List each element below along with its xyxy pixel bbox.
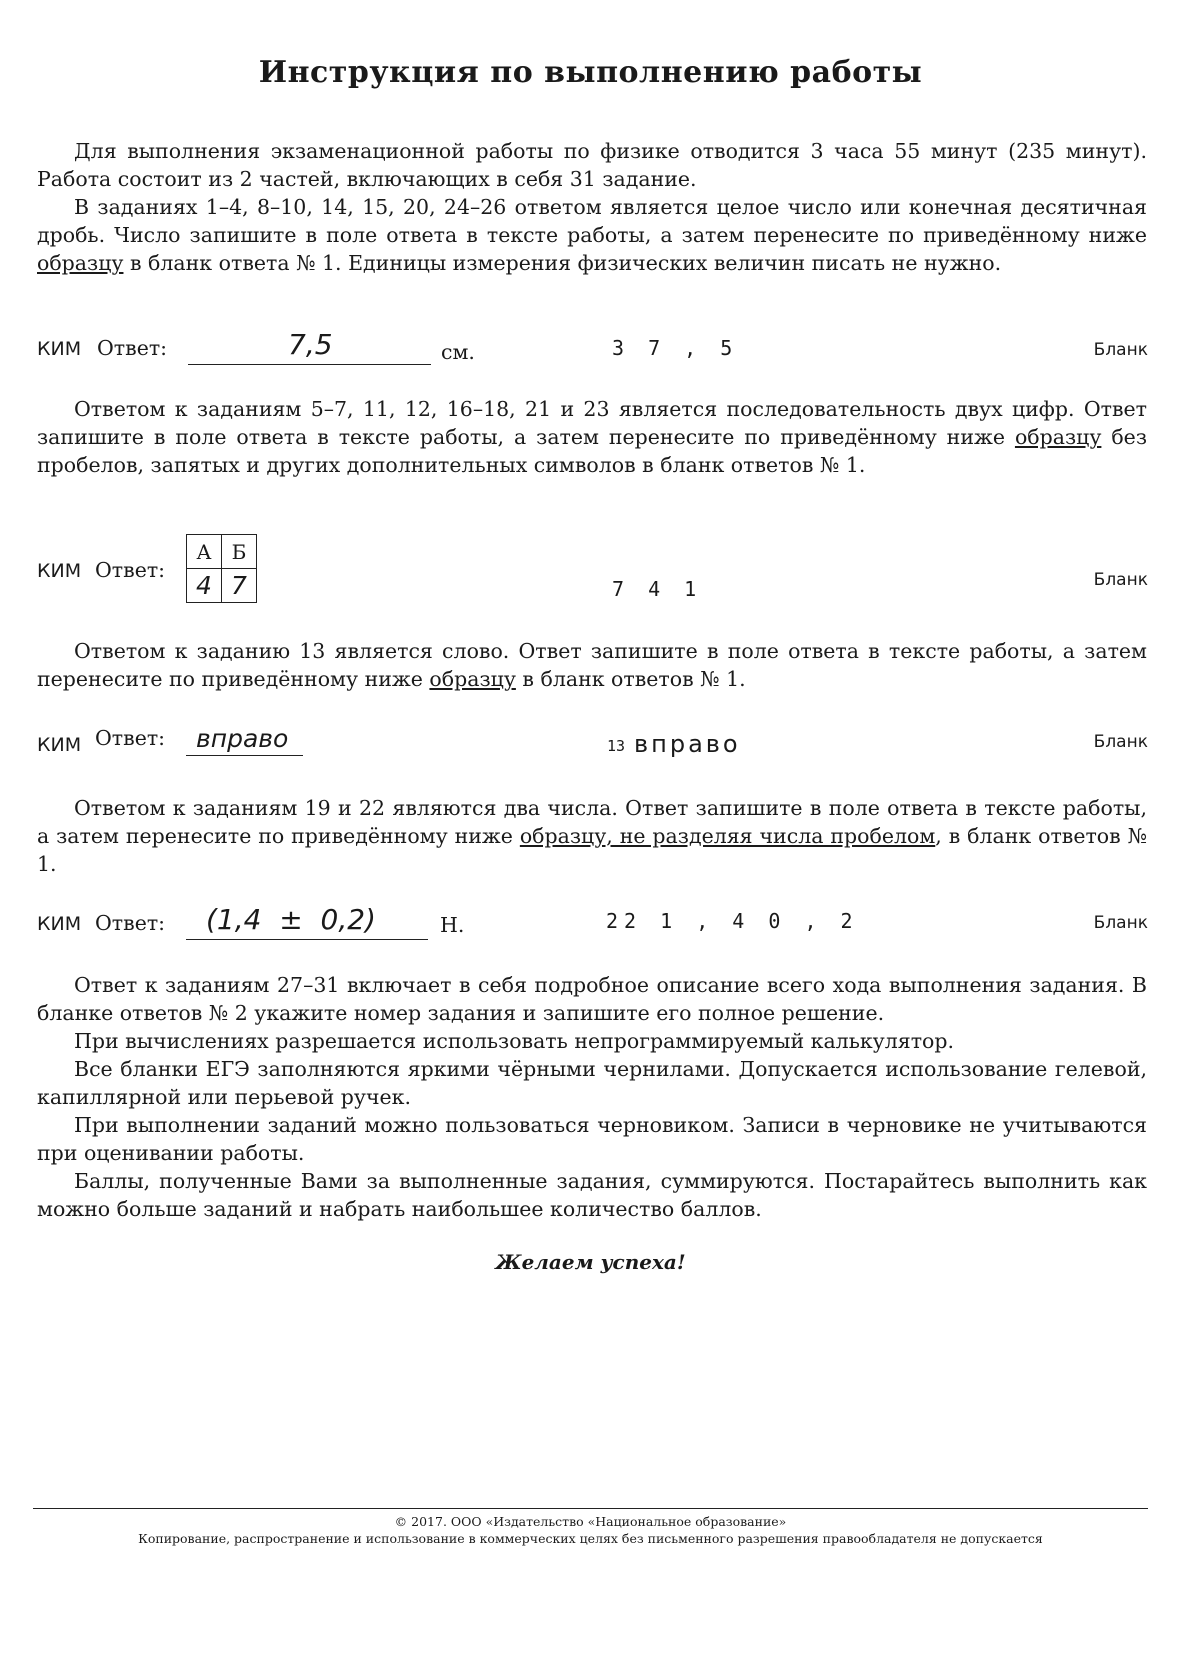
- footer-copyright: © 2017. ООО «Издательство «Национальное образование»: [394, 1514, 787, 1529]
- intro-paragraph-2: [37, 193, 1147, 277]
- closing-wish: Желаем успеха!: [495, 1250, 686, 1274]
- column-b-value: 7: [222, 569, 257, 603]
- two-numbers-paragraph: [37, 794, 1147, 878]
- seq-text-before: Ответом к заданиям 5–7, 11, 12, 16–18, 21 и 23 является последовательность двух цифр. Ответ запишите в поле ответа в тексте работы, а затем перенесите по приведённому ниже: [37, 397, 1147, 449]
- answer-handwritten-two-numbers: (1,4 ± 0,2): [206, 903, 376, 936]
- word-text-after: в бланк ответов № 1.: [522, 667, 746, 691]
- word-section: [37, 637, 1147, 693]
- example-number-row: [0, 328, 1181, 392]
- sample-link: образцу: [37, 251, 124, 275]
- blank-label: Бланк: [1093, 340, 1148, 360]
- blank-ocr-number: 3 7 , 5: [612, 336, 739, 360]
- unit-label: Н.: [440, 913, 465, 937]
- intro-2-text-after: в бланк ответа № 1. Единицы измерения физических величин писать не нужно.: [130, 251, 1002, 275]
- word-text-before: Ответом к заданию 13 является слово. Ответ запишите в поле ответа в тексте работы, а затем перенесите по приведённому ниже: [37, 639, 1147, 691]
- sample-link: образцу: [429, 667, 516, 691]
- blank-label: Бланк: [1093, 732, 1148, 752]
- column-a-header: А: [187, 535, 222, 569]
- kim-label: КИМ: [37, 560, 82, 582]
- word-paragraph: [37, 637, 1147, 693]
- final-paragraph-3: Все бланки ЕГЭ заполняются яркими чёрными чернилами. Допускается использование гелевой, капиллярной или перьевой ручек.: [37, 1057, 1147, 1109]
- intro-section: [37, 137, 1147, 277]
- sample-link: образцу, не разделяя числа пробелом: [519, 824, 936, 848]
- answer-underline: [186, 939, 428, 940]
- two-numbers-section: [37, 794, 1147, 878]
- column-a-value: 4: [187, 569, 222, 603]
- two-text-before: Ответом к заданиям 19 и 22 являются два числа. Ответ запишите в поле ответа в тексте работы, а затем перенесите по приведённому ниже: [37, 796, 1147, 848]
- sample-link: образцу: [1014, 425, 1102, 449]
- answer-label: Ответ:: [95, 911, 166, 935]
- blank-ocr-word: вправо: [634, 730, 741, 758]
- sequence-section: [37, 395, 1147, 479]
- blank-task-number: 13: [607, 737, 626, 755]
- final-paragraph-2: При вычислениях разрешается использовать непрограммируемый калькулятор.: [74, 1029, 955, 1053]
- example-word-row: [0, 724, 1181, 784]
- final-paragraph-5: Баллы, полученные Вами за выполненные задания, суммируются. Постарайтесь выполнить как можно больше заданий и набрать наибольшее количество баллов.: [37, 1169, 1147, 1221]
- unit-label: см.: [441, 340, 475, 364]
- blank-ocr-sequence: 7 4 1: [612, 577, 703, 601]
- page-title: Инструкция по выполнению работы: [258, 55, 923, 90]
- answer-handwritten-word: вправо: [196, 724, 289, 753]
- blank-label: Бланк: [1093, 570, 1148, 590]
- footer-divider: [33, 1508, 1148, 1509]
- answer-table: [186, 534, 257, 603]
- answer-label: Ответ:: [97, 336, 168, 360]
- sequence-paragraph: [37, 395, 1147, 479]
- kim-label: КИМ: [37, 734, 82, 756]
- two-text-after: , в бланк ответов № 1.: [37, 824, 1147, 876]
- blank-ocr-two-numbers: 22 1 , 4 0 , 2: [606, 909, 859, 933]
- seq-text-after: без пробелов, запятых и других дополнительных символов в бланк ответов № 1.: [37, 425, 1147, 477]
- example-two-numbers-row: [0, 903, 1181, 963]
- footer-notice: Копирование, распространение и использование в коммерческих целях без письменного разрешения правообладателя не допускается: [138, 1531, 1043, 1546]
- answer-label: Ответ:: [95, 558, 166, 582]
- kim-label: КИМ: [37, 913, 82, 935]
- example-sequence-row: [0, 532, 1181, 612]
- answer-underline: [188, 364, 431, 365]
- blank-label: Бланк: [1093, 913, 1148, 933]
- final-paragraph-1: Ответ к заданиям 27–31 включает в себя подробное описание всего хода выполнения задания. В бланке ответов № 2 укажите номер задания и запишите его полное решение.: [37, 973, 1147, 1025]
- answer-label: Ответ:: [95, 726, 166, 750]
- intro-paragraph-1: Для выполнения экзаменационной работы по физике отводится 3 часа 55 минут (235 минут). Работа состоит из 2 частей, включающих в себя 31 задание.: [37, 139, 1147, 191]
- column-b-header: Б: [222, 535, 257, 569]
- final-section: [37, 971, 1147, 1223]
- intro-2-text-before: В заданиях 1–4, 8–10, 14, 15, 20, 24–26 ответом является целое число или конечная десятичная дробь. Число запишите в поле ответа в тексте работы, а затем перенесите по приведённому ниже: [37, 195, 1147, 247]
- final-paragraph-4: При выполнении заданий можно пользоваться черновиком. Записи в черновике не учитываются при оценивании работы.: [37, 1113, 1147, 1165]
- answer-underline: [186, 755, 303, 756]
- answer-handwritten-number: 7,5: [288, 328, 333, 361]
- kim-label: КИМ: [37, 338, 82, 360]
